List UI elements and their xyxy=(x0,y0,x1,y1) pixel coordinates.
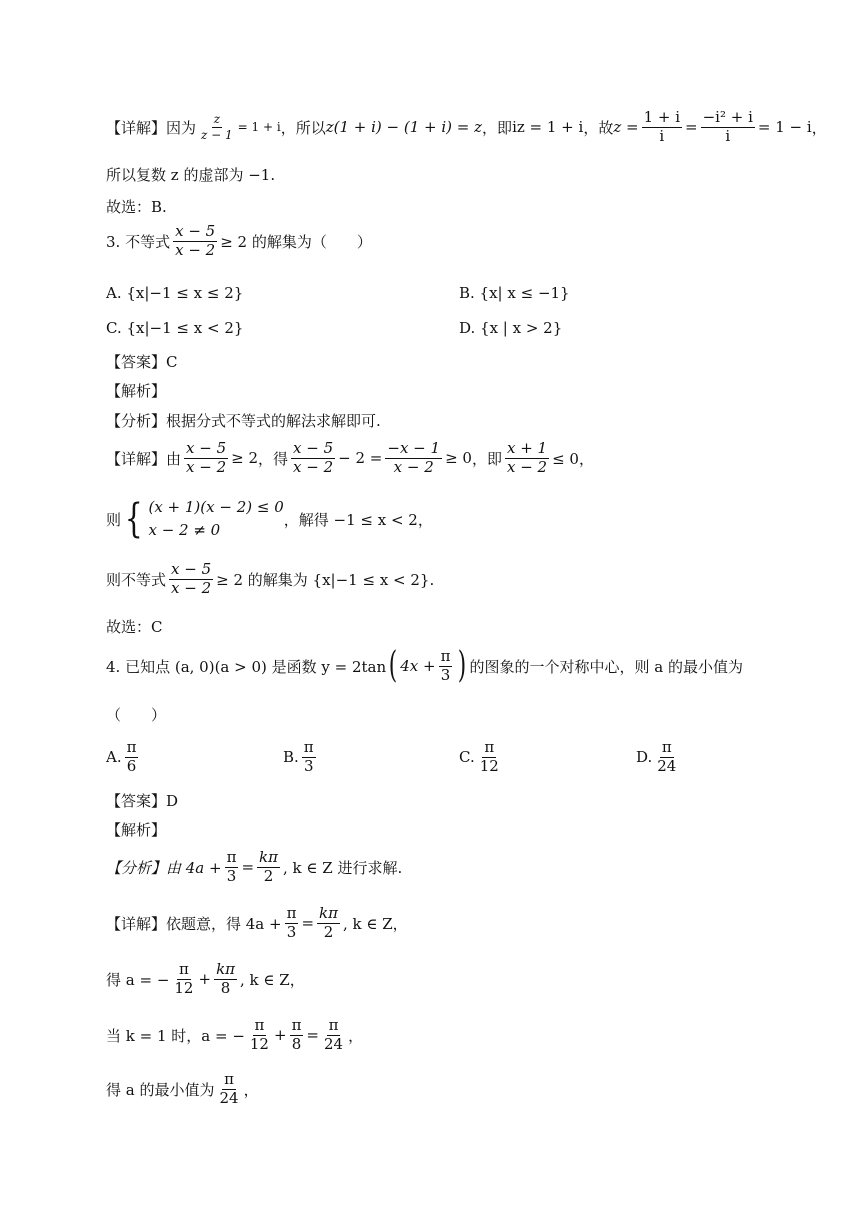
fraction xyxy=(248,1018,271,1053)
numerator: x − 5 xyxy=(171,560,212,578)
detail-label: 【详解】 xyxy=(106,118,167,137)
equals: = xyxy=(241,858,255,877)
q3-answer: 【答案】C xyxy=(106,353,178,371)
q4-answer: 【答案】D xyxy=(106,792,179,810)
denominator: x − 2 xyxy=(186,457,227,476)
numerator: π xyxy=(661,738,672,756)
denominator: x − 2 xyxy=(506,457,548,476)
denominator: 12 xyxy=(249,1034,269,1053)
numerator: kπ xyxy=(259,848,278,866)
numerator: π xyxy=(179,960,189,978)
numerator: kπ xyxy=(216,960,236,978)
fraction xyxy=(285,906,299,941)
plus: + xyxy=(198,970,212,989)
numerator: 1 + i xyxy=(643,108,681,126)
denominator: 6 xyxy=(126,756,137,775)
text: ， xyxy=(243,1080,259,1099)
text: 则 xyxy=(106,510,122,529)
denominator: 3 xyxy=(226,866,237,885)
numerator: kπ xyxy=(319,904,338,922)
detail-label: 【详解】 xyxy=(106,449,167,468)
denominator: x − 2 xyxy=(293,457,334,476)
numerator: x − 5 xyxy=(175,222,216,240)
denominator: 12 xyxy=(479,756,499,775)
fraction xyxy=(217,1072,240,1107)
q3-system-line xyxy=(106,496,433,543)
denominator: z − 1 xyxy=(201,127,233,142)
q4-detail-2 xyxy=(106,962,305,997)
text: 因为 xyxy=(166,118,197,137)
numerator: π xyxy=(224,1070,234,1088)
numerator: π xyxy=(254,1016,265,1034)
q3-detail-line xyxy=(106,441,594,476)
q4-detail-4 xyxy=(106,1072,259,1107)
fraction xyxy=(642,110,682,145)
fraction xyxy=(505,441,549,476)
fraction xyxy=(291,441,335,476)
option-label: A. xyxy=(106,748,122,767)
option-label: B. xyxy=(283,748,299,767)
denominator: x − 2 xyxy=(171,578,212,597)
text: ，所以 xyxy=(280,118,326,137)
equation: = 1 − i xyxy=(757,118,812,137)
fraction xyxy=(184,441,228,476)
denominator: 2 xyxy=(263,866,274,885)
brace-symbol: { xyxy=(124,496,143,543)
equation: 4x + xyxy=(400,657,436,675)
q3-fenxi: 【分析】根据分式不等式的解法求解即可. xyxy=(106,412,381,430)
text: ，即 xyxy=(471,449,502,468)
fraction xyxy=(385,441,442,476)
text: ≥ 2 的解集为（ ） xyxy=(220,232,372,251)
equals: = xyxy=(306,1026,319,1045)
q4-option-d xyxy=(636,740,681,775)
equation: = 1 + i xyxy=(237,120,281,135)
numerator: π xyxy=(126,738,137,756)
q2-choose: 故选：B. xyxy=(106,198,167,216)
denominator: 3 xyxy=(440,665,451,684)
fraction xyxy=(257,850,280,885)
text: 4. 已知点 (a, 0)(a > 0) 是函数 y = 2tan xyxy=(106,657,387,676)
q3-option-c: C. {x|−1 ≤ x < 2} xyxy=(106,319,244,337)
numerator: π xyxy=(484,738,495,756)
text: 【分析】由 4a + xyxy=(106,858,222,877)
q4-option-b xyxy=(283,740,319,775)
equation: z(1 + i) − (1 + i) = z xyxy=(325,118,483,137)
q3-conclusion xyxy=(106,562,434,597)
q4-option-a xyxy=(106,740,141,775)
text: ，解得 −1 ≤ x < 2， xyxy=(283,510,433,529)
text: 由 xyxy=(166,449,182,468)
denominator: i xyxy=(659,126,665,145)
equation: ≥ 2 xyxy=(231,449,259,468)
paren-symbol: ( xyxy=(388,645,398,686)
numerator: π xyxy=(291,1016,302,1034)
q4-stem xyxy=(106,645,743,686)
numerator: z xyxy=(213,112,221,127)
fraction xyxy=(225,850,239,885)
q3-choose: 故选：C xyxy=(106,618,163,636)
numerator: −x − 1 xyxy=(387,439,441,457)
q4-fenxi xyxy=(106,850,402,885)
text: 3. 不等式 xyxy=(106,232,171,251)
equation: − 2 = xyxy=(338,449,383,468)
fraction xyxy=(478,740,501,775)
denominator: 24 xyxy=(657,756,677,775)
fraction xyxy=(172,962,195,997)
q4-detail-1 xyxy=(106,906,408,941)
system-row: x − 2 ≠ 0 xyxy=(148,521,221,540)
denominator: 3 xyxy=(303,756,314,775)
text: ，得 xyxy=(258,449,289,468)
equation-system xyxy=(148,496,283,543)
text: 【详解】依题意，得 4a + xyxy=(106,914,282,933)
text: 则不等式 xyxy=(106,570,167,589)
text: ， xyxy=(348,1026,364,1045)
numerator: π xyxy=(328,1016,339,1034)
q3-option-b: B. {x| x ≤ −1} xyxy=(459,284,570,302)
system-row: (x + 1)(x − 2) ≤ 0 xyxy=(148,498,284,516)
denominator: 8 xyxy=(291,1034,302,1053)
text: , k ∈ Z， xyxy=(240,970,305,989)
q3-stem xyxy=(106,224,372,259)
q3-option-a: A. {x|−1 ≤ x ≤ 2} xyxy=(106,284,244,302)
fraction xyxy=(302,740,316,775)
equation: iz = 1 + i xyxy=(512,118,584,137)
fraction xyxy=(173,224,217,259)
q4-option-c xyxy=(459,740,504,775)
text: 的图象的一个对称中心，则 a 的最小值为 xyxy=(469,657,743,676)
text: 得 a = − xyxy=(106,970,170,989)
equation: z = xyxy=(613,118,639,137)
fraction xyxy=(199,113,235,141)
text: , k ∈ Z 进行求解. xyxy=(282,858,403,877)
option-label: D. xyxy=(636,748,653,767)
fraction xyxy=(125,740,139,775)
q3-analysis: 【解析】 xyxy=(106,382,167,400)
q4-detail-3 xyxy=(106,1018,363,1053)
q2-line2: 所以复数 z 的虚部为 −1. xyxy=(106,166,276,184)
option-label: C. xyxy=(459,748,475,767)
numerator: π xyxy=(440,646,451,665)
fraction xyxy=(317,906,340,941)
numerator: π xyxy=(303,738,314,756)
q2-detail-line xyxy=(106,110,827,145)
denominator: 2 xyxy=(323,922,334,941)
equals: = xyxy=(685,118,698,137)
q4-paren: （ ） xyxy=(106,706,167,724)
denominator: 12 xyxy=(174,978,194,997)
text: , k ∈ Z， xyxy=(342,914,408,933)
equation: ≤ 0， xyxy=(552,449,594,468)
numerator: x − 5 xyxy=(293,439,334,457)
numerator: −i² + i xyxy=(702,108,753,126)
numerator: π xyxy=(286,904,297,922)
denominator: i xyxy=(725,126,731,145)
text: ， xyxy=(811,118,827,137)
fraction xyxy=(290,1018,304,1053)
equation: ≥ 0 xyxy=(445,449,472,468)
denominator: 8 xyxy=(220,978,231,997)
fraction xyxy=(169,562,213,597)
q3-option-d: D. {x | x > 2} xyxy=(459,319,563,337)
fraction xyxy=(214,962,237,997)
plus: + xyxy=(273,1026,287,1045)
text: ≥ 2 的解集为 {x|−1 ≤ x < 2}. xyxy=(216,570,435,589)
text: ，即 xyxy=(482,118,513,137)
text: 当 k = 1 时，a = − xyxy=(106,1026,245,1045)
denominator: x − 2 xyxy=(393,457,434,476)
numerator: x + 1 xyxy=(506,439,548,457)
paren-symbol: ) xyxy=(458,645,467,686)
denominator: 24 xyxy=(219,1088,239,1107)
denominator: x − 2 xyxy=(175,240,216,259)
q4-analysis: 【解析】 xyxy=(106,821,167,839)
numerator: x − 5 xyxy=(186,439,227,457)
denominator: 3 xyxy=(286,922,297,941)
denominator: 24 xyxy=(324,1034,344,1053)
equals: = xyxy=(301,914,315,933)
text: ，故 xyxy=(583,118,614,137)
fraction xyxy=(322,1018,345,1053)
fraction xyxy=(655,740,678,775)
fraction xyxy=(701,110,755,145)
fraction xyxy=(439,646,453,684)
text: 得 a 的最小值为 xyxy=(106,1080,215,1099)
numerator: π xyxy=(226,848,237,866)
